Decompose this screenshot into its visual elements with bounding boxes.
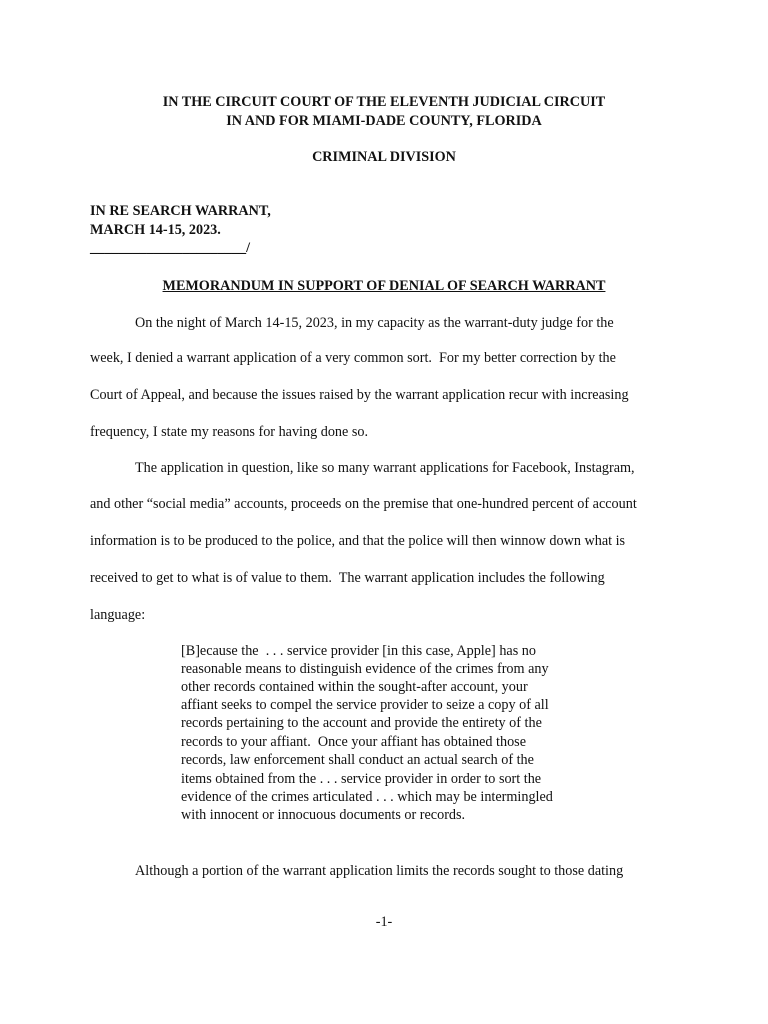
paragraph2-line: information is to be produced to the police, and that the police will then winnow down what is <box>90 533 626 549</box>
caption-line2: MARCH 14-15, 2023. <box>90 222 221 238</box>
blockquote-line: evidence of the crimes articulated . . . which may be intermingled <box>181 789 553 805</box>
paragraph1-line: Court of Appeal, and because the issues raised by the warrant application recur with increasing <box>90 387 629 403</box>
page-number: -1- <box>375 914 393 930</box>
blockquote-line: items obtained from the . . . service provider in order to sort the <box>181 771 542 787</box>
memorandum-title: MEMORANDUM IN SUPPORT OF DENIAL OF SEARCH WARRANT <box>162 278 606 294</box>
blockquote-line: records pertaining to the account and provide the entirety of the <box>181 715 542 731</box>
paragraph1-line: frequency, I state my reasons for having done so. <box>90 424 369 440</box>
caption-line1: IN RE SEARCH WARRANT, <box>90 203 271 219</box>
court-heading-line2: IN AND FOR MIAMI-DADE COUNTY, FLORIDA <box>226 113 542 129</box>
caption-rule: ______________________/ <box>90 240 251 256</box>
paragraph2-line: language: <box>90 607 146 623</box>
blockquote-line: affiant seeks to compel the service provider to seize a copy of all <box>181 697 549 713</box>
paragraph3-line: Although a portion of the warrant application limits the records sought to those dating <box>135 863 624 879</box>
court-heading-line1: IN THE CIRCUIT COURT OF THE ELEVENTH JUDICIAL CIRCUIT <box>162 94 606 110</box>
division-heading: CRIMINAL DIVISION <box>312 149 456 165</box>
blockquote-line: records to your affiant. Once your affiant has obtained those <box>181 734 526 750</box>
blockquote-line: [B]ecause the . . . service provider [in this case, Apple] has no <box>181 643 536 659</box>
blockquote-line: with innocent or innocuous documents or records. <box>181 807 466 823</box>
paragraph2-line: received to get to what is of value to them. The warrant application includes the following <box>90 570 605 586</box>
blockquote-line: records, law enforcement shall conduct an actual search of the <box>181 752 534 768</box>
paragraph1-line: week, I denied a warrant application of a very common sort. For my better correction by the <box>90 350 616 366</box>
paragraph1-line: On the night of March 14-15, 2023, in my capacity as the warrant-duty judge for the <box>135 315 614 331</box>
blockquote-line: other records contained within the sought-after account, your <box>181 679 528 695</box>
paragraph2-line: and other “social media” accounts, proceeds on the premise that one-hundred percent of account <box>90 496 637 512</box>
blockquote-line: reasonable means to distinguish evidence of the crimes from any <box>181 661 549 677</box>
paragraph2-line: The application in question, like so many warrant applications for Facebook, Instagram, <box>135 460 635 476</box>
